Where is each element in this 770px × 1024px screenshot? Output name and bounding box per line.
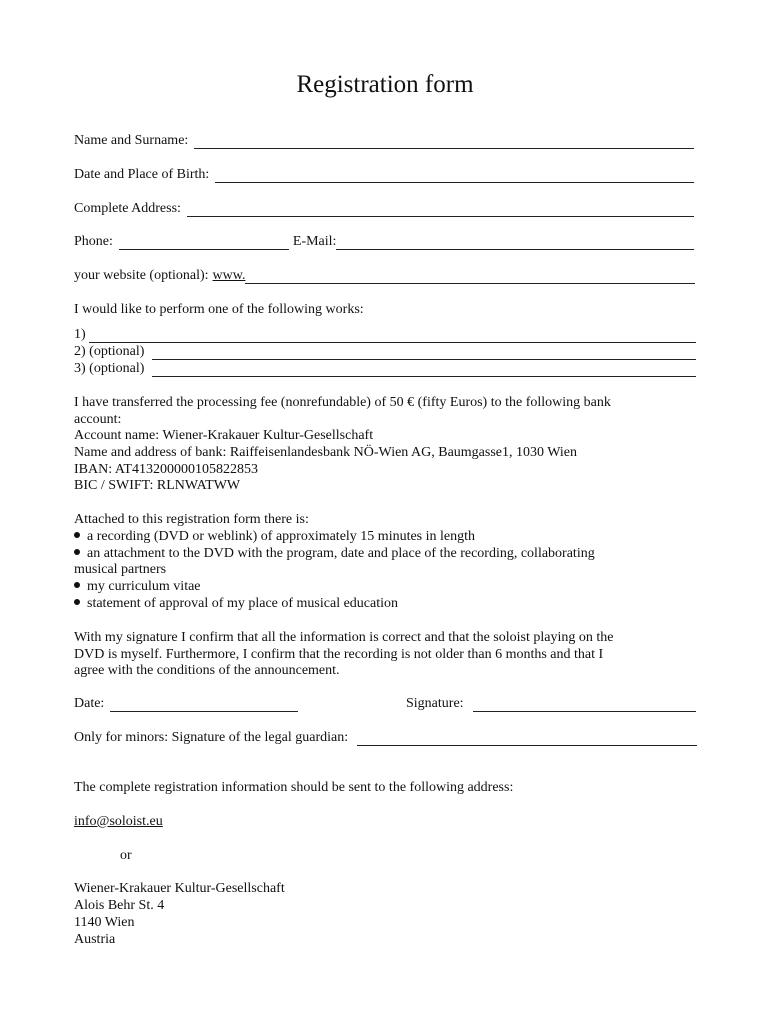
address-line: Wiener-Krakauer Kultur-Gesellschaft [74,881,285,896]
iban: IBAN: AT413200000105822853 [74,462,258,477]
attachment-item-text: a recording (DVD or weblink) of approximately 15 minutes in length [87,529,476,544]
birth-blank-line[interactable] [215,169,694,183]
bullet-icon [74,549,80,555]
address-field-row [74,200,694,217]
signature-blank-line[interactable] [473,698,696,712]
address-line: 1140 Wien [74,915,135,930]
address-line: Alois Behr St. 4 [74,898,165,913]
bullet-icon [74,599,80,605]
work-item-3 [74,360,696,377]
confirmation-line: With my signature I confirm that all the information is correct and that the soloist playing on the [74,630,614,645]
name-field-row [74,132,694,149]
work-item-blank-line[interactable] [152,346,696,360]
phone-email-row [74,233,694,250]
work-item-blank-line[interactable] [152,363,696,377]
attachment-item-text: my curriculum vitae [87,579,201,594]
bic-swift: BIC / SWIFT: RLNWATWW [74,478,241,493]
send-to-intro: The complete registration information should be sent to the following address: [74,780,514,795]
signature-label: Signature: [406,696,464,711]
signature-row [406,695,696,712]
email-link[interactable]: info@soloist.eu [74,814,163,829]
attachment-item [74,545,595,562]
website-label: your website (optional): [74,268,209,283]
work-item-blank-line[interactable] [89,329,696,343]
website-blank-line[interactable] [245,270,695,284]
works-intro: I would like to perform one of the following works: [74,302,364,317]
work-item-label: 3) (optional) [74,361,145,376]
fee-text-line: account: [74,412,122,427]
attachment-item-continuation: musical partners [74,562,167,577]
phone-label: Phone: [74,234,113,249]
address-label: Complete Address: [74,201,181,216]
work-item-2 [74,343,696,360]
attachments-intro: Attached to this registration form there is: [74,512,309,527]
confirmation-line: agree with the conditions of the announcement. [74,663,340,678]
birth-field-row [74,166,694,183]
email-blank-line[interactable] [336,236,694,250]
account-name: Account name: Wiener-Krakauer Kultur-Gesellschaft [74,428,374,443]
work-item-label: 1) [74,327,86,342]
guardian-blank-line[interactable] [357,732,697,746]
attachment-item-text: statement of approval of my place of musical education [87,596,399,611]
guardian-signature-row [74,729,697,746]
work-item-1 [74,326,696,343]
website-row [74,267,695,284]
page-title: Registration form [296,71,474,98]
attachment-item [74,578,201,595]
phone-blank-line[interactable] [119,236,289,250]
attachment-item [74,528,475,545]
birth-label: Date and Place of Birth: [74,167,210,182]
name-label: Name and Surname: [74,133,189,148]
date-row [74,695,298,712]
date-blank-line[interactable] [110,698,298,712]
work-item-label: 2) (optional) [74,344,145,359]
guardian-label: Only for minors: Signature of the legal guardian: [74,730,349,745]
address-line: Austria [74,932,116,947]
attachment-item [74,595,398,612]
bank-name-address: Name and address of bank: Raiffeisenlandesbank NÖ-Wien AG, Baumgasse1, 1030 Wien [74,445,578,460]
attachment-item-text: an attachment to the DVD with the program, date and place of the recording, collaborating [87,546,595,561]
name-blank-line[interactable] [194,135,694,149]
email-label: E-Mail: [292,234,337,249]
bullet-icon [74,532,80,538]
confirmation-line: DVD is myself. Furthermore, I confirm that the recording is not older than 6 months and that I [74,647,604,662]
fee-text-line: I have transferred the processing fee (nonrefundable) of 50 € (fifty Euros) to the following bank [74,395,611,410]
or-text: or [120,848,132,863]
website-prefix: www. [212,268,246,283]
date-label: Date: [74,696,105,711]
address-blank-line[interactable] [187,203,694,217]
bullet-icon [74,582,80,588]
